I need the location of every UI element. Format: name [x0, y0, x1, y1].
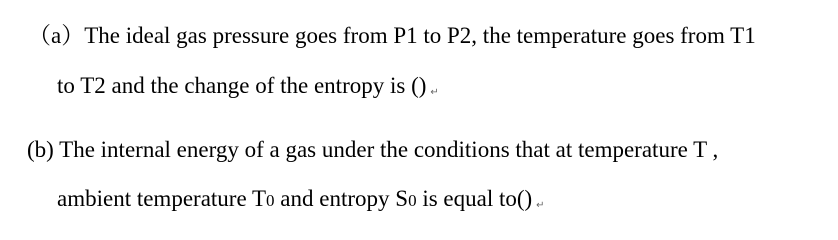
question-b-line-2 [57, 185, 545, 220]
paragraph-mark-icon: ↵ [536, 200, 545, 211]
question-a-line-2 [57, 72, 439, 107]
question-b-line-1 [27, 136, 718, 164]
paragraph-mark-icon: ↵ [430, 87, 439, 98]
question-a-text-line-1: The ideal gas pressure goes from P1 to P2, the temperature goes from T1 [84, 23, 756, 48]
question-b-text-entropy: and entropy S [274, 186, 409, 211]
question-b-text-ambient: ambient temperature T [57, 186, 267, 211]
question-a-line-1 [28, 22, 756, 50]
s0-subscript: 0 [408, 191, 417, 210]
t0-subscript: 0 [266, 191, 275, 210]
question-b-text-line-1: The internal energy of a gas under the conditions that at temperature T , [53, 137, 719, 162]
question-a-text-line-2: to T2 and the change of the entropy is () [57, 73, 427, 98]
question-b-text-end: is equal to() [416, 186, 533, 211]
question-a-label: （a） [28, 23, 85, 48]
question-b-label: (b) [27, 137, 54, 162]
